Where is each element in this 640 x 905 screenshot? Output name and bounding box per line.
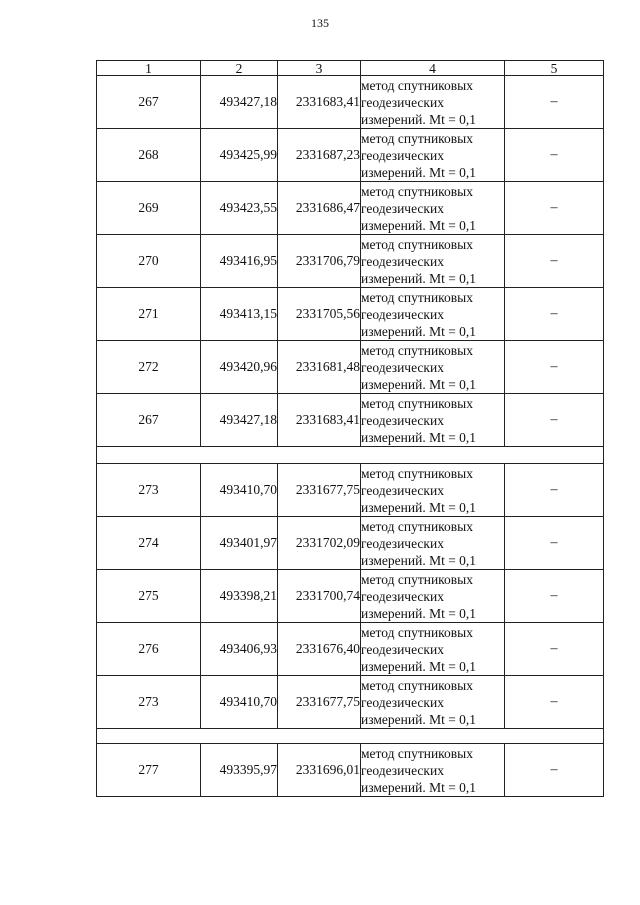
method-text-line1: метод спутниковых [361,77,473,93]
method-text-line1: метод спутниковых [361,289,473,305]
point-number: 273 [97,464,201,517]
point-number: 272 [97,341,201,394]
method-cell [361,394,505,447]
point-number: 270 [97,235,201,288]
column-header-2: 2 [201,61,278,76]
method-cell [361,341,505,394]
method-cell [361,182,505,235]
empty-dash: – [505,76,604,129]
coordinate-x: 493413,15 [201,288,278,341]
table-row [97,76,604,129]
method-text-line3: измерений. Mt = 0,1 [361,605,477,621]
column-header-5: 5 [505,61,604,76]
column-header-4: 4 [361,61,505,76]
coordinate-x: 493395,97 [201,744,278,797]
coordinate-x: 493420,96 [201,341,278,394]
coordinate-x: 493406,93 [201,623,278,676]
method-text-line3: измерений. Mt = 0,1 [361,711,477,727]
method-text-line1: метод спутниковых [361,342,473,358]
method-cell [361,235,505,288]
separator-cell [97,729,604,744]
method-text-line2: геодезических [361,588,444,604]
column-header-1: 1 [97,61,201,76]
coordinate-y: 2331696,01 [278,744,361,797]
method-cell [361,517,505,570]
method-text-line2: геодезических [361,412,444,428]
method-text-line1: метод спутниковых [361,624,473,640]
method-text-line3: измерений. Mt = 0,1 [361,164,477,180]
method-text-line3: измерений. Mt = 0,1 [361,658,477,674]
page-number: 135 [311,16,329,30]
coordinate-x: 493398,21 [201,570,278,623]
column-header-3: 3 [278,61,361,76]
header-row [97,61,604,76]
coordinate-y: 2331686,47 [278,182,361,235]
point-number: 267 [97,394,201,447]
method-cell [361,676,505,729]
coordinate-y: 2331700,74 [278,570,361,623]
coordinate-y: 2331705,56 [278,288,361,341]
coordinate-y: 2331687,23 [278,129,361,182]
empty-dash: – [505,288,604,341]
method-text-line2: геодезических [361,200,444,216]
method-text-line3: измерений. Mt = 0,1 [361,779,477,795]
table-row [97,394,604,447]
coordinate-x: 493425,99 [201,129,278,182]
method-text-line3: измерений. Mt = 0,1 [361,499,477,515]
empty-dash: – [505,517,604,570]
coordinate-x: 493423,55 [201,182,278,235]
empty-dash: – [505,182,604,235]
table-row [97,623,604,676]
method-text-line1: метод спутниковых [361,745,473,761]
method-text-line1: метод спутниковых [361,183,473,199]
empty-dash: – [505,129,604,182]
method-text-line3: измерений. Mt = 0,1 [361,111,477,127]
coordinate-y: 2331676,40 [278,623,361,676]
empty-dash: – [505,464,604,517]
empty-dash: – [505,623,604,676]
table-row [97,235,604,288]
table-row [97,288,604,341]
table-row [97,676,604,729]
method-cell [361,744,505,797]
empty-dash: – [505,744,604,797]
method-text-line1: метод спутниковых [361,571,473,587]
method-text-line2: геодезических [361,306,444,322]
method-text-line2: геодезических [361,94,444,110]
coordinate-y: 2331677,75 [278,676,361,729]
method-text-line2: геодезических [361,482,444,498]
empty-dash: – [505,676,604,729]
method-cell [361,464,505,517]
group-separator [97,447,604,464]
point-number: 274 [97,517,201,570]
method-text-line2: геодезических [361,147,444,163]
table-row [97,464,604,517]
coordinate-x: 493427,18 [201,76,278,129]
coordinate-y: 2331677,75 [278,464,361,517]
point-number: 271 [97,288,201,341]
method-text-line2: геодезических [361,253,444,269]
table-row [97,182,604,235]
empty-dash: – [505,570,604,623]
coordinate-x: 493416,95 [201,235,278,288]
method-cell [361,129,505,182]
method-cell [361,288,505,341]
coordinate-y: 2331702,09 [278,517,361,570]
table-row [97,744,604,797]
table-row [97,129,604,182]
point-number: 277 [97,744,201,797]
method-text-line3: измерений. Mt = 0,1 [361,552,477,568]
method-text-line1: метод спутниковых [361,236,473,252]
coordinates-table [96,60,604,797]
method-text-line2: геодезических [361,762,444,778]
method-text-line1: метод спутниковых [361,677,473,693]
coordinate-y: 2331706,79 [278,235,361,288]
coordinate-y: 2331683,41 [278,76,361,129]
table-row [97,570,604,623]
method-text-line1: метод спутниковых [361,465,473,481]
method-cell [361,570,505,623]
table-row [97,341,604,394]
coordinate-x: 493410,70 [201,676,278,729]
point-number: 273 [97,676,201,729]
coordinate-y: 2331681,48 [278,341,361,394]
point-number: 268 [97,129,201,182]
point-number: 276 [97,623,201,676]
coordinate-x: 493401,97 [201,517,278,570]
empty-dash: – [505,341,604,394]
group-separator [97,729,604,744]
table-row [97,517,604,570]
point-number: 267 [97,76,201,129]
method-text-line2: геодезических [361,694,444,710]
method-text-line3: измерений. Mt = 0,1 [361,376,477,392]
separator-cell [97,447,604,464]
method-cell [361,76,505,129]
coordinate-x: 493427,18 [201,394,278,447]
method-cell [361,623,505,676]
point-number: 269 [97,182,201,235]
method-text-line1: метод спутниковых [361,518,473,534]
empty-dash: – [505,235,604,288]
point-number: 275 [97,570,201,623]
method-text-line1: метод спутниковых [361,130,473,146]
method-text-line3: измерений. Mt = 0,1 [361,323,477,339]
table-body [97,76,604,797]
method-text-line1: метод спутниковых [361,395,473,411]
empty-dash: – [505,394,604,447]
method-text-line2: геодезических [361,535,444,551]
method-text-line3: измерений. Mt = 0,1 [361,217,477,233]
method-text-line2: геодезических [361,359,444,375]
coordinate-y: 2331683,41 [278,394,361,447]
method-text-line3: измерений. Mt = 0,1 [361,270,477,286]
method-text-line2: геодезических [361,641,444,657]
method-text-line3: измерений. Mt = 0,1 [361,429,477,445]
coordinate-x: 493410,70 [201,464,278,517]
